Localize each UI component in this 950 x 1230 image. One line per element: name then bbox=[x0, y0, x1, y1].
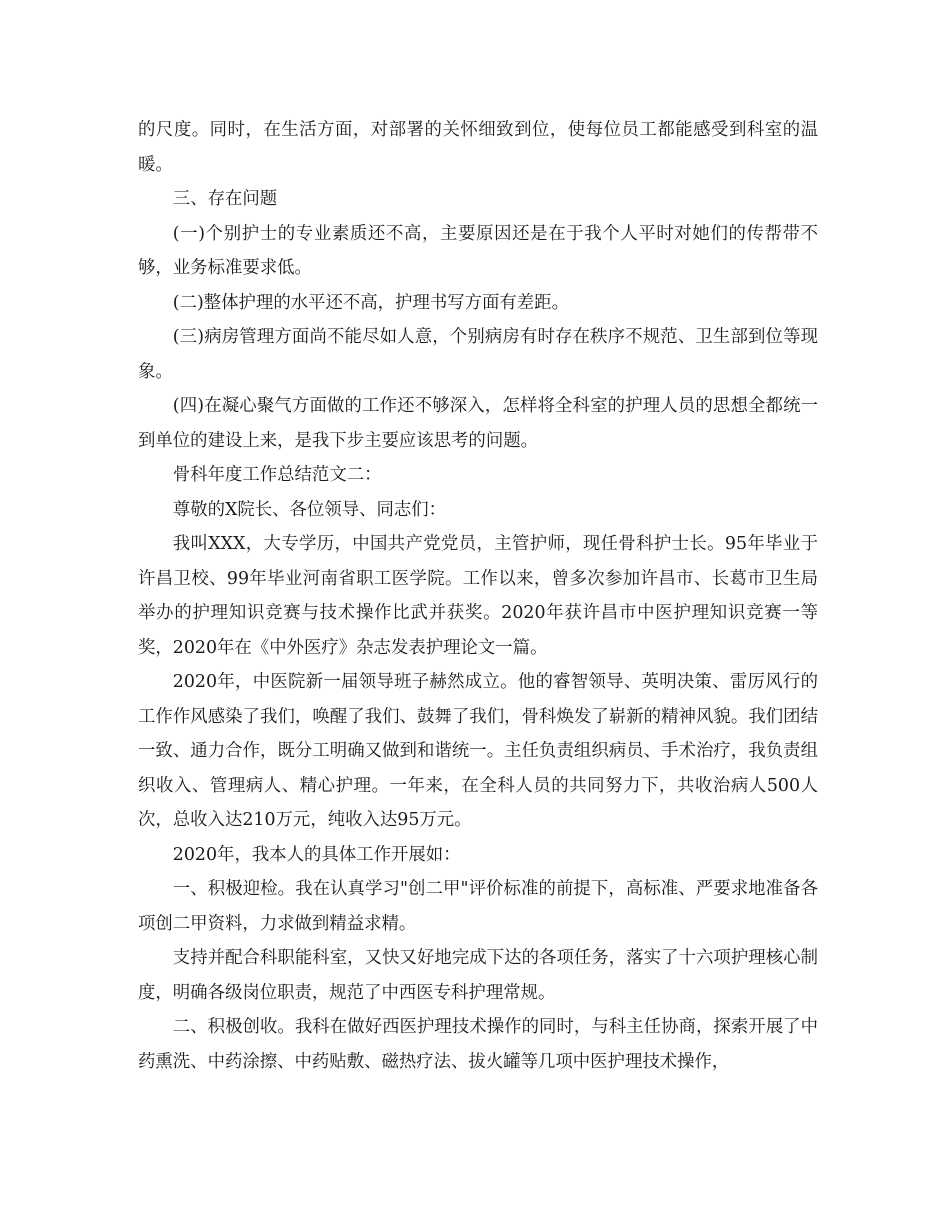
paragraph-revenue: 二、积极创收。我科在做好西医护理技术操作的同时，与科主任协商，探索开展了中药熏洗、中药涂擦、中药贴敷、磁热疗法、拔火罐等几项中医护理技术操作， bbox=[138, 1017, 818, 1072]
paragraph-problem-3: (三)病房管理方面尚不能尽如人意，个别病房有时存在秩序不规范、卫生部到位等现象。 bbox=[138, 327, 818, 382]
paragraph-introduction: 我叫XXX，大专学历，中国共产党党员，主管护师，现任骨科护士长。95年毕业于许昌卫校、99年毕业河南省职工医学院。工作以来，曾多次参加许昌市、长葛市卫生局举办的护理知识竞赛与技术操作比武并获奖。2020年获许昌市中医护理知识竞赛一等奖，2020年在《中外医疗》杂志发表护理论文一篇。 bbox=[138, 534, 818, 658]
paragraph-work-intro: 2020年，我本人的具体工作开展如： bbox=[172, 844, 461, 865]
paragraph-inspection: 一、积极迎检。我在认真学习"创二甲"评价标准的前提下，高标准、严要求地准备各项创二甲资料，力求做到精益求精。 bbox=[138, 879, 818, 934]
sample-title: 骨科年度工作总结范文二： bbox=[172, 465, 382, 485]
paragraph-1: 的尺度。同时，在生活方面，对部署的关怀细致到位，使每位员工都能感受到科室的温暖。 bbox=[138, 120, 818, 175]
paragraph-problem-1: (一)个别护士的专业素质还不高，主要原因还是在于我个人平时对她们的传帮带不够，业务标准要求低。 bbox=[138, 223, 818, 278]
paragraph-support: 支持并配合科职能科室，又快又好地完成下达的各项任务，落实了十六项护理核心制度，明确各级岗位职责，规范了中西医专科护理常规。 bbox=[138, 948, 818, 1003]
paragraph-leadership: 2020年，中医院新一届领导班子赫然成立。他的睿智领导、英明决策、雷厉风行的工作作风感染了我们，唤醒了我们、鼓舞了我们，骨科焕发了崭新的精神风貌。我们团结一致、通力合作，既分工明确又做到和谐统一。主任负责组织病员、手术治疗，我负责组织收入、管理病人、精心护理。一年来，在全科人员的共同努力下，共收治病人500人次，总收入达210万元，纯收入达95万元。 bbox=[138, 672, 818, 830]
section-heading-problems: 三、存在问题 bbox=[172, 189, 278, 209]
document-body bbox=[138, 113, 818, 1079]
salutation: 尊敬的X院长、各位领导、同志们： bbox=[172, 499, 447, 520]
paragraph-problem-4: (四)在凝心聚气方面做的工作还不够深入，怎样将全科室的护理人员的思想全都统一到单位的建设上来，是我下步主要应该思考的问题。 bbox=[138, 396, 818, 451]
paragraph-problem-2: (二)整体护理的水平还不高，护理书写方面有差距。 bbox=[172, 292, 569, 313]
